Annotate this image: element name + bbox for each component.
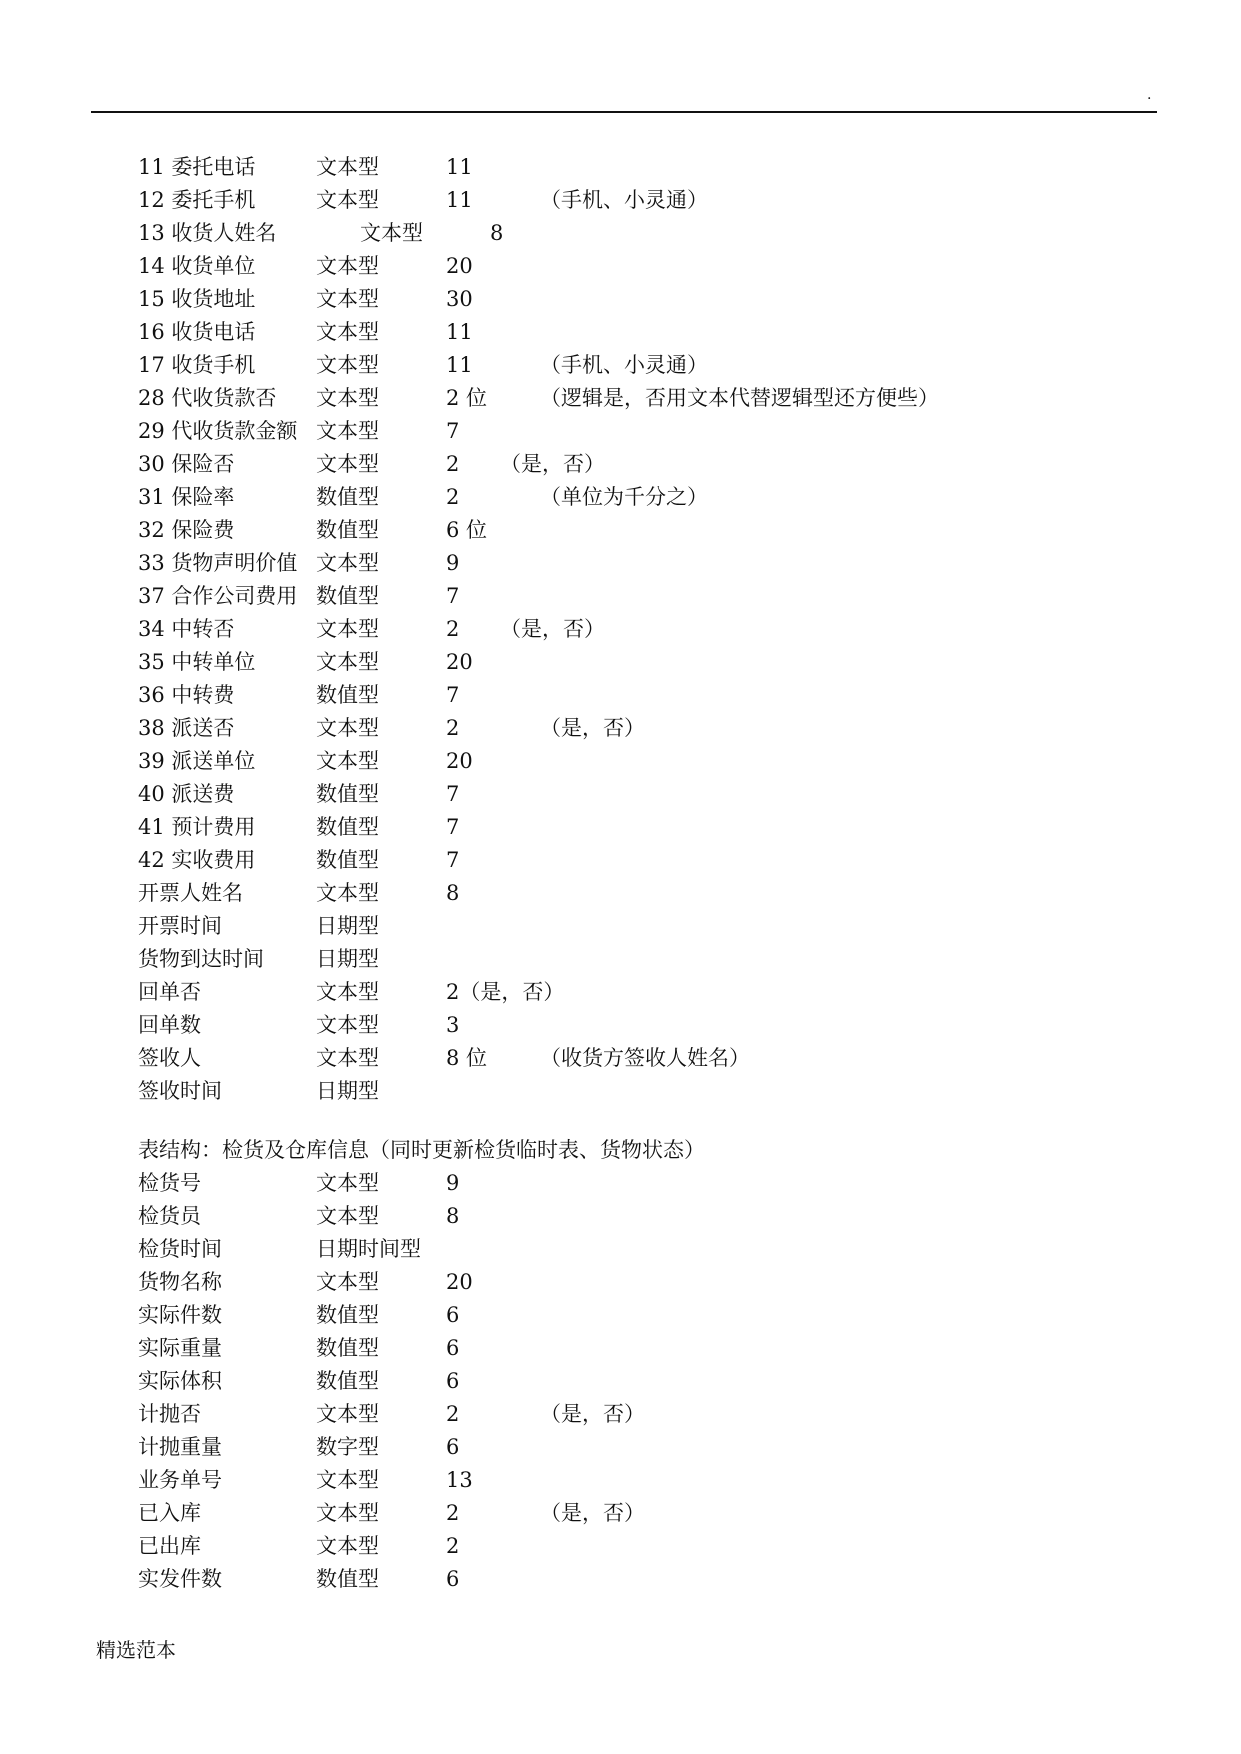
field-name: 38 派送否	[138, 716, 235, 740]
field-name: 15 收货地址	[138, 287, 256, 311]
field-note: （是，否）	[540, 1402, 645, 1426]
field-name: 签收时间	[138, 1079, 222, 1103]
field-length: 7	[446, 584, 460, 608]
field-type: 数值型	[316, 584, 379, 608]
field-note: （手机、小灵通）	[540, 353, 708, 377]
field-name: 检货时间	[138, 1237, 222, 1261]
field-name: 实际体积	[138, 1369, 222, 1393]
field-name: 已出库	[138, 1534, 201, 1558]
header-rule	[91, 111, 1157, 113]
field-length: 11	[446, 155, 473, 179]
field-length: 30	[446, 287, 473, 311]
field-length: 11	[446, 320, 473, 344]
field-name: 开票时间	[138, 914, 222, 938]
field-name: 回单数	[138, 1013, 201, 1037]
field-name: 31 保险率	[138, 485, 235, 509]
field-length: 6	[446, 1567, 460, 1591]
field-name: 计抛否	[138, 1402, 201, 1426]
field-note: （是，否）	[540, 1501, 645, 1525]
field-type: 日期型	[316, 947, 379, 971]
field-length: 3	[446, 1013, 460, 1037]
field-length: 11	[446, 353, 473, 377]
field-length: 8	[490, 221, 504, 245]
field-type: 文本型	[316, 386, 379, 410]
field-length: 9	[446, 551, 460, 575]
field-name: 35 中转单位	[138, 650, 256, 674]
field-type: 文本型	[316, 419, 379, 443]
field-type: 数值型	[316, 1567, 379, 1591]
field-type: 数字型	[316, 1435, 379, 1459]
field-name: 已入库	[138, 1501, 201, 1525]
field-name: 实发件数	[138, 1567, 222, 1591]
field-length: 2	[446, 1534, 460, 1558]
field-name: 回单否	[138, 980, 201, 1004]
field-name: 41 预计费用	[138, 815, 256, 839]
field-length: 8	[446, 1204, 460, 1228]
footer-text: 精选范本	[96, 1638, 176, 1662]
field-note: （收货方签收人姓名）	[540, 1046, 750, 1070]
field-length: 6 位	[446, 518, 488, 542]
field-type: 文本型	[316, 617, 379, 641]
field-length: 7	[446, 848, 460, 872]
header-dot: .	[1147, 87, 1152, 103]
field-type: 文本型	[316, 1402, 379, 1426]
field-type: 文本型	[316, 716, 379, 740]
field-name: 32 保险费	[138, 518, 235, 542]
field-type: 数值型	[316, 1369, 379, 1393]
field-type: 文本型	[316, 320, 379, 344]
field-name: 实际件数	[138, 1303, 222, 1327]
field-length: 6	[446, 1336, 460, 1360]
field-length: 9	[446, 1171, 460, 1195]
field-name: 实际重量	[138, 1336, 222, 1360]
field-type: 文本型	[316, 1501, 379, 1525]
field-name: 37 合作公司费用	[138, 584, 298, 608]
field-type: 文本型	[316, 188, 379, 212]
field-type: 文本型	[316, 452, 379, 476]
field-type: 文本型	[316, 254, 379, 278]
field-note: （是，否）	[500, 617, 605, 641]
field-name: 40 派送费	[138, 782, 235, 806]
field-type: 数值型	[316, 485, 379, 509]
field-type: 文本型	[316, 155, 379, 179]
field-length: 7	[446, 683, 460, 707]
field-name: 签收人	[138, 1046, 201, 1070]
field-note: （单位为千分之）	[540, 485, 708, 509]
field-length: 2	[446, 1402, 460, 1426]
field-name: 11 委托电话	[138, 155, 256, 179]
field-name: 开票人姓名	[138, 881, 243, 905]
field-length: 8	[446, 881, 460, 905]
field-length: 20	[446, 650, 473, 674]
field-length: 6	[446, 1369, 460, 1393]
field-type: 日期时间型	[316, 1237, 421, 1261]
field-type: 文本型	[316, 353, 379, 377]
field-name: 29 代收货款金额	[138, 419, 298, 443]
field-length: 20	[446, 1270, 473, 1294]
field-name: 17 收货手机	[138, 353, 256, 377]
field-length: 20	[446, 749, 473, 773]
field-type: 文本型	[316, 749, 379, 773]
field-length: 6	[446, 1435, 460, 1459]
field-note: （是，否）	[500, 452, 605, 476]
field-length: 11	[446, 188, 473, 212]
field-type: 日期型	[316, 1079, 379, 1103]
field-name: 34 中转否	[138, 617, 235, 641]
field-type: 数值型	[316, 782, 379, 806]
field-type: 文本型	[316, 287, 379, 311]
field-name: 货物到达时间	[138, 947, 264, 971]
field-name: 42 实收费用	[138, 848, 256, 872]
field-type: 数值型	[316, 518, 379, 542]
field-type: 数值型	[316, 1336, 379, 1360]
field-type: 文本型	[316, 1046, 379, 1070]
field-name: 检货员	[138, 1204, 201, 1228]
field-name: 28 代收货款否	[138, 386, 277, 410]
field-length: 2	[446, 1501, 460, 1525]
field-type: 文本型	[316, 1534, 379, 1558]
field-note: （手机、小灵通）	[540, 188, 708, 212]
field-length: 7	[446, 419, 460, 443]
field-name: 14 收货单位	[138, 254, 256, 278]
field-length: 2	[446, 716, 460, 740]
field-length: 13	[446, 1468, 473, 1492]
field-type: 文本型	[316, 1468, 379, 1492]
field-note: （是，否）	[540, 716, 645, 740]
field-type: 文本型	[316, 881, 379, 905]
field-name: 36 中转费	[138, 683, 235, 707]
field-type: 数值型	[316, 848, 379, 872]
field-length: 7	[446, 815, 460, 839]
field-type: 文本型	[316, 1013, 379, 1037]
field-type: 文本型	[316, 650, 379, 674]
field-type: 文本型	[316, 1270, 379, 1294]
field-length: 8 位	[446, 1046, 488, 1070]
field-type: 文本型	[316, 551, 379, 575]
field-name: 39 派送单位	[138, 749, 256, 773]
field-length: 20	[446, 254, 473, 278]
field-note: （逻辑是，否用文本代替逻辑型还方便些）	[540, 386, 939, 410]
field-type: 数值型	[316, 815, 379, 839]
field-length: 2 位	[446, 386, 488, 410]
field-name: 16 收货电话	[138, 320, 256, 344]
field-type: 日期型	[316, 914, 379, 938]
field-name: 检货号	[138, 1171, 201, 1195]
field-type: 文本型	[316, 1204, 379, 1228]
field-length: 7	[446, 782, 460, 806]
field-length: 6	[446, 1303, 460, 1327]
field-name: 12 委托手机	[138, 188, 256, 212]
field-type: 文本型	[316, 1171, 379, 1195]
field-name: 货物名称	[138, 1270, 222, 1294]
field-type: 文本型	[316, 980, 379, 1004]
field-type: 文本型	[360, 221, 423, 245]
field-length: 2	[446, 617, 460, 641]
field-type: 数值型	[316, 683, 379, 707]
field-name: 13 收货人姓名	[138, 221, 277, 245]
field-length: 2（是，否）	[446, 980, 565, 1004]
field-name: 业务单号	[138, 1468, 222, 1492]
field-length: 2	[446, 452, 460, 476]
field-type: 数值型	[316, 1303, 379, 1327]
section-title: 表结构：检货及仓库信息（同时更新检货临时表、货物状态）	[138, 1138, 705, 1162]
field-name: 计抛重量	[138, 1435, 222, 1459]
field-length: 2	[446, 485, 460, 509]
field-name: 33 货物声明价值	[138, 551, 298, 575]
field-name: 30 保险否	[138, 452, 235, 476]
